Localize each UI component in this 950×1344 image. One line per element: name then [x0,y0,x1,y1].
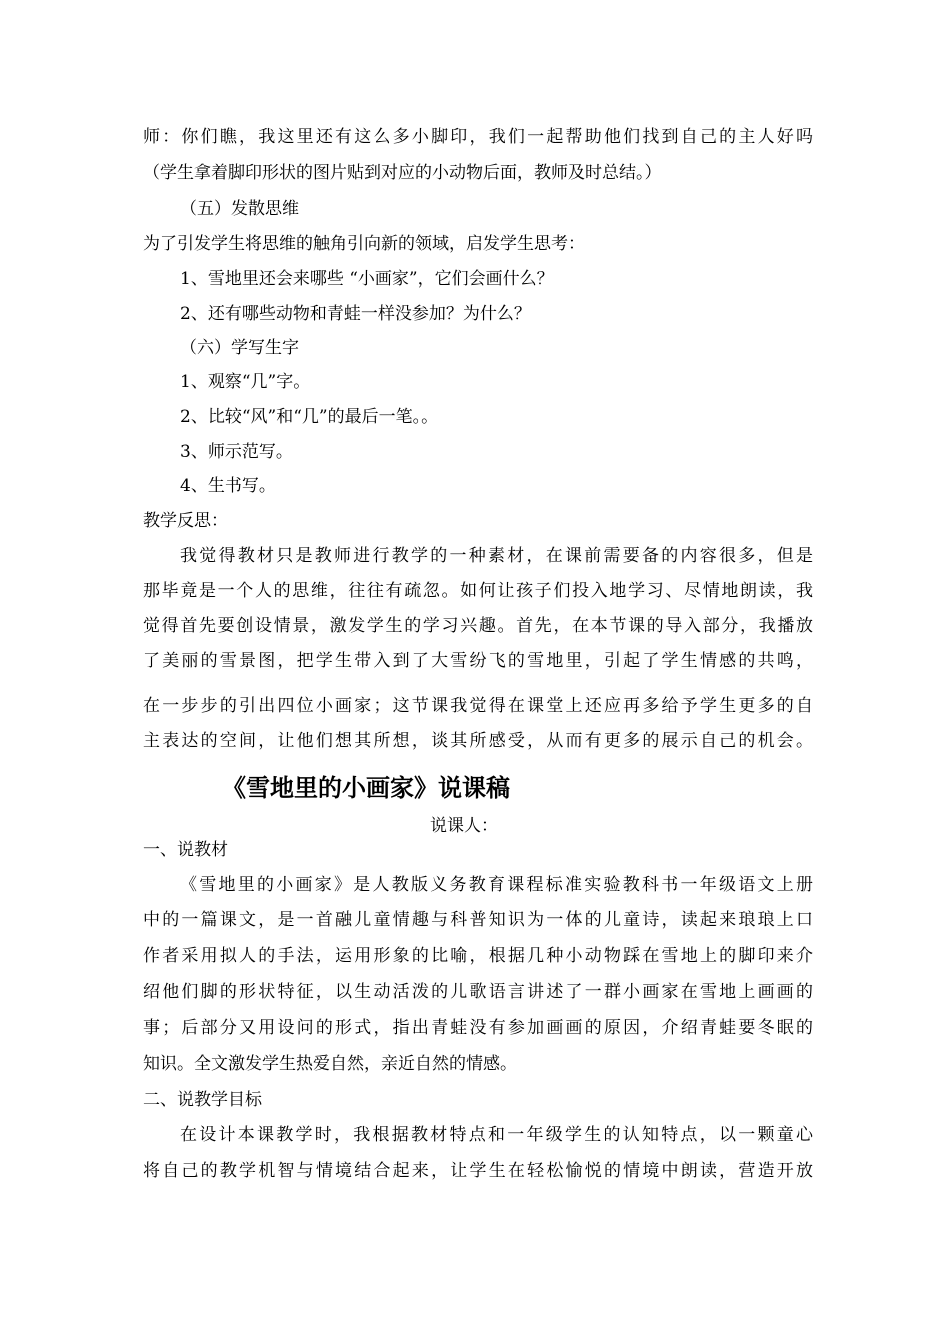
paragraph-line: 主表达的空间，让他们想其所想，谈其所感受，从而有更多的展示自己的机会。 [143,731,813,751]
list-item: 3、师示范写。 [180,442,293,462]
paragraph-line: 《雪地里的小画家》是人教版义务教育课程标准实验教科书一年级语文上册 [180,875,813,895]
text-line: 师：你们瞧，我这里还有这么多小脚印，我们一起帮助他们找到自己的主人好吗 [143,127,813,147]
paragraph-line: 在设计本课教学时，我根据教材特点和一年级学生的认知特点，以一颗童心 [180,1125,813,1145]
list-item: 2、还有哪些动物和青蛙一样没参加？为什么？ [180,304,531,324]
paragraph-line: 了美丽的雪景图，把学生带入到了大雪纷飞的雪地里，引起了学生情感的共鸣， [143,651,813,671]
paragraph-line: 事；后部分又用设问的形式，指出青蛙没有参加画画的原因，介绍青蛙要冬眠的 [143,1018,813,1038]
list-item: 2、比较“风”和“几”的最后一笔。。 [180,407,439,427]
section-heading: 一、说教材 [143,840,228,860]
section-heading: （五）发散思维 [180,199,299,219]
list-item: 1、观察“几”字。 [180,372,311,392]
list-item: 1、雪地里还会来哪些 “小画家”，它们会画什么？ [180,269,554,289]
paragraph-line: 作者采用拟人的手法，运用形象的比喻，根据几种小动物踩在雪地上的脚印来介 [143,946,813,966]
speaker-label: 说课人： [430,816,498,836]
paragraph-line: 我觉得教材只是教师进行教学的一种素材，在课前需要备的内容很多，但是 [180,546,813,566]
paragraph-line: 中的一篇课文，是一首融儿童情趣与科普知识为一体的儿童诗，读起来琅琅上口 [143,910,813,930]
paragraph-line: 那毕竟是一个人的思维，往往有疏忽。如何让孩子们投入地学习、尽情地朗读，我 [143,581,813,601]
paragraph-line: 绍他们脚的形状特征，以生动活泼的儿歌语言讲述了一群小画家在雪地上画画的 [143,982,813,1002]
paragraph-line: 在一步步的引出四位小画家；这节课我觉得在课堂上还应再多给予学生更多的自 [143,696,813,716]
section-heading: 教学反思： [143,511,228,531]
list-item: 4、生书写。 [180,476,276,496]
section-heading: 二、说教学目标 [143,1090,262,1110]
paragraph-line: 觉得首先要创设情景，激发学生的学习兴趣。首先，在本节课的导入部分，我播放 [143,616,813,636]
text-line: （学生拿着脚印形状的图片贴到对应的小动物后面，教师及时总结。） [143,163,662,183]
text-line: 为了引发学生将思维的触角引向新的领域，启发学生思考： [143,234,585,254]
paragraph-line: 知识。全文激发学生热爱自然，亲近自然的情感。 [143,1054,517,1074]
document-title: 《雪地里的小画家》说课稿 [222,774,510,802]
section-heading: （六）学写生字 [180,338,299,358]
paragraph-line: 将自己的教学机智与情境结合起来，让学生在轻松愉悦的情境中朗读，营造开放 [143,1161,813,1181]
